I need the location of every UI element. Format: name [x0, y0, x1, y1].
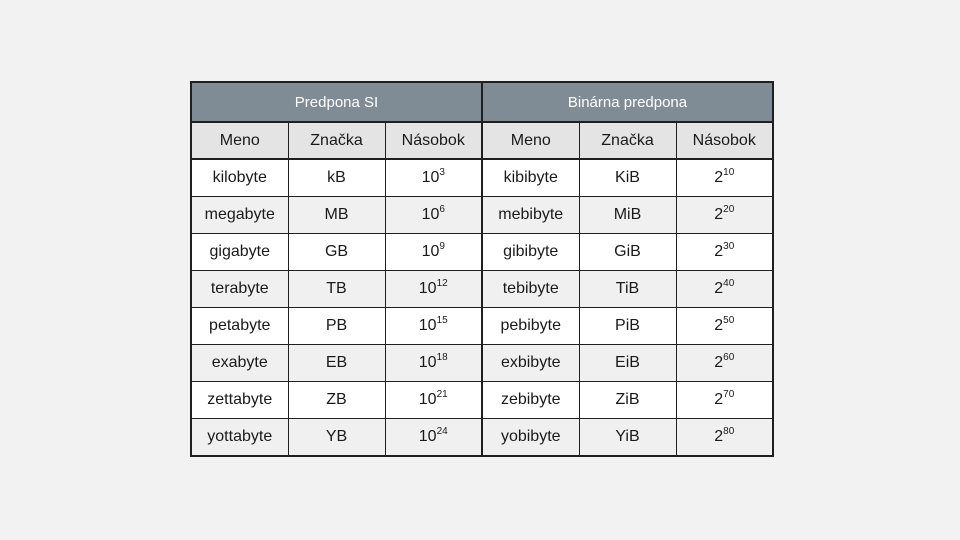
binary-name-cell: pebibyte: [482, 308, 579, 345]
binary-name-cell: exbibyte: [482, 345, 579, 382]
si-prefix-group-header: Predpona SI: [191, 82, 482, 122]
binary-multiple-cell: [676, 197, 773, 234]
si-multiple-cell: [385, 159, 482, 197]
si-base: 10: [421, 206, 440, 223]
si-base: 10: [418, 428, 437, 445]
si-name-cell: yottabyte: [191, 419, 288, 457]
si-exponent: 15: [436, 315, 448, 326]
binary-base: 2: [714, 391, 724, 408]
si-base: 10: [418, 317, 437, 334]
si-exponent: 6: [439, 204, 445, 215]
si-symbol-cell: kB: [288, 159, 385, 197]
si-exponent: 21: [436, 389, 448, 400]
si-symbol-column-header: Značka: [288, 122, 385, 159]
si-name-cell: zettabyte: [191, 382, 288, 419]
si-multiple-cell: [385, 197, 482, 234]
binary-symbol-cell: YiB: [579, 419, 676, 457]
si-symbol-cell: YB: [288, 419, 385, 457]
binary-base: 2: [714, 169, 724, 186]
binary-multiple-cell: [676, 419, 773, 457]
si-symbol-cell: MB: [288, 197, 385, 234]
si-symbol-cell: GB: [288, 234, 385, 271]
si-exponent: 3: [439, 167, 445, 178]
table-row: [191, 419, 773, 457]
binary-exponent: 60: [723, 352, 735, 363]
si-exponent: 18: [436, 352, 448, 363]
binary-name-cell: tebibyte: [482, 271, 579, 308]
binary-exponent: 80: [723, 426, 735, 437]
group-header-row: [191, 82, 773, 122]
column-header-row: [191, 122, 773, 159]
binary-symbol-cell: GiB: [579, 234, 676, 271]
si-symbol-cell: PB: [288, 308, 385, 345]
binary-exponent: 50: [723, 315, 735, 326]
binary-multiple-cell: [676, 234, 773, 271]
si-name-cell: kilobyte: [191, 159, 288, 197]
binary-symbol-cell: KiB: [579, 159, 676, 197]
si-base: 10: [418, 280, 437, 297]
si-base: 10: [421, 243, 440, 260]
binary-prefix-group-header: Binárna predpona: [482, 82, 773, 122]
binary-base: 2: [714, 428, 724, 445]
binary-multiple-column-header: Násobok: [676, 122, 773, 159]
binary-symbol-column-header: Značka: [579, 122, 676, 159]
binary-symbol-cell: MiB: [579, 197, 676, 234]
binary-symbol-cell: EiB: [579, 345, 676, 382]
binary-multiple-cell: [676, 271, 773, 308]
si-name-cell: exabyte: [191, 345, 288, 382]
binary-exponent: 10: [723, 167, 735, 178]
prefix-table-body: [191, 159, 773, 456]
binary-multiple-cell: [676, 345, 773, 382]
si-base: 10: [418, 391, 437, 408]
si-multiple-cell: [385, 308, 482, 345]
binary-multiple-cell: [676, 308, 773, 345]
si-multiple-cell: [385, 382, 482, 419]
table-row: [191, 271, 773, 308]
si-exponent: 9: [439, 241, 445, 252]
si-exponent: 12: [436, 278, 448, 289]
si-symbol-cell: EB: [288, 345, 385, 382]
si-name-cell: terabyte: [191, 271, 288, 308]
si-multiple-cell: [385, 345, 482, 382]
binary-multiple-cell: [676, 159, 773, 197]
binary-name-cell: kibibyte: [482, 159, 579, 197]
si-name-cell: petabyte: [191, 308, 288, 345]
si-multiple-column-header: Násobok: [385, 122, 482, 159]
si-multiple-cell: [385, 271, 482, 308]
table-row: [191, 345, 773, 382]
si-name-cell: megabyte: [191, 197, 288, 234]
binary-exponent: 20: [723, 204, 735, 215]
table-row: [191, 197, 773, 234]
si-symbol-cell: ZB: [288, 382, 385, 419]
binary-exponent: 70: [723, 389, 735, 400]
si-base: 10: [418, 354, 437, 371]
table-row: [191, 234, 773, 271]
binary-base: 2: [714, 280, 724, 297]
table-row: [191, 159, 773, 197]
si-base: 10: [421, 169, 440, 186]
table-row: [191, 308, 773, 345]
prefix-table-container: [190, 81, 771, 457]
binary-base: 2: [714, 206, 724, 223]
si-name-column-header: Meno: [191, 122, 288, 159]
binary-base: 2: [714, 243, 724, 260]
binary-multiple-cell: [676, 382, 773, 419]
binary-base: 2: [714, 317, 724, 334]
binary-exponent: 40: [723, 278, 735, 289]
binary-symbol-cell: PiB: [579, 308, 676, 345]
binary-name-cell: gibibyte: [482, 234, 579, 271]
binary-name-cell: zebibyte: [482, 382, 579, 419]
binary-exponent: 30: [723, 241, 735, 252]
si-multiple-cell: [385, 234, 482, 271]
table-row: [191, 382, 773, 419]
binary-name-cell: mebibyte: [482, 197, 579, 234]
binary-base: 2: [714, 354, 724, 371]
prefix-table: [190, 81, 774, 457]
si-multiple-cell: [385, 419, 482, 457]
binary-name-column-header: Meno: [482, 122, 579, 159]
si-name-cell: gigabyte: [191, 234, 288, 271]
binary-symbol-cell: TiB: [579, 271, 676, 308]
binary-name-cell: yobibyte: [482, 419, 579, 457]
si-symbol-cell: TB: [288, 271, 385, 308]
binary-symbol-cell: ZiB: [579, 382, 676, 419]
si-exponent: 24: [436, 426, 448, 437]
